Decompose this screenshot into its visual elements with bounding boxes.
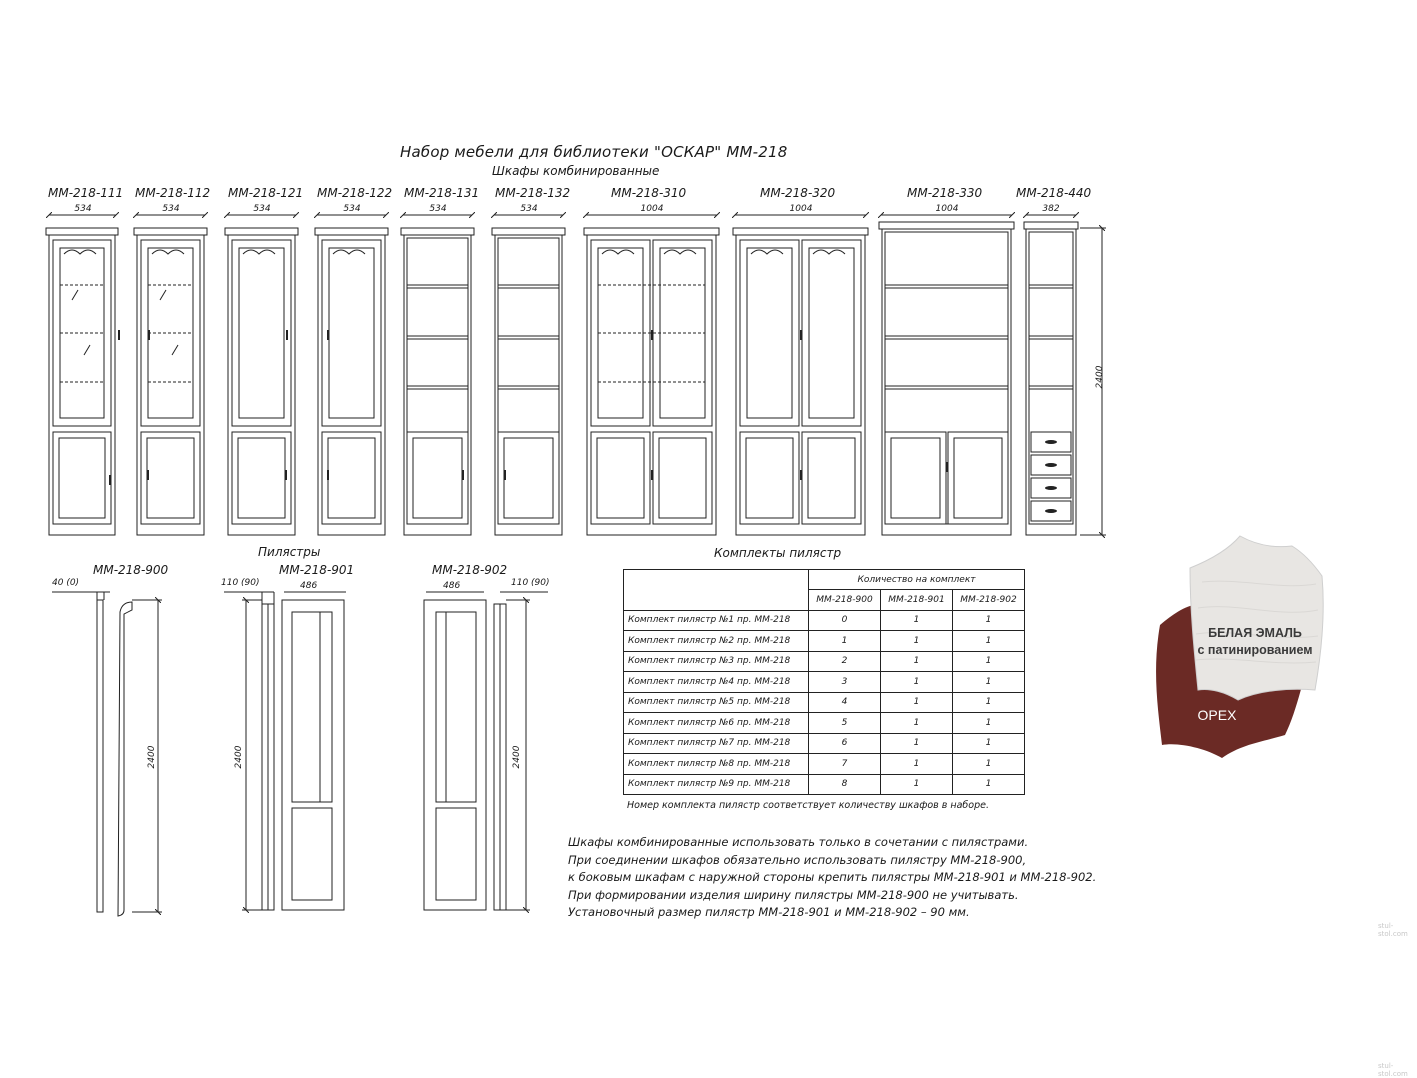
kit-qty-902: 1 xyxy=(953,754,1025,775)
kits-qty-header: Количество на комплект xyxy=(809,570,1025,590)
kit-qty-902: 1 xyxy=(953,610,1025,631)
cabinet-code: ММ-218-310 xyxy=(611,186,687,200)
kit-name: Комплект пилястр №6 пр. ММ-218 xyxy=(624,713,809,734)
kit-name: Комплект пилястр №7 пр. ММ-218 xyxy=(624,733,809,754)
pilaster-dimension: 40 (0) xyxy=(52,578,80,588)
white-enamel-label xyxy=(1188,625,1322,659)
kit-name: Комплект пилястр №2 пр. ММ-218 xyxy=(624,631,809,652)
cabinet-width: 534 xyxy=(343,204,361,214)
watermark: stul-stol.com xyxy=(1378,922,1408,938)
table-row xyxy=(624,610,1025,631)
page-subtitle: Шкафы комбинированные xyxy=(492,164,660,178)
note-line: При соединении шкафов обязательно использовать пилястру ММ-218-900, xyxy=(568,852,1027,867)
pilaster-code: ММ-218-902 xyxy=(432,563,508,577)
pilaster-dimension: 110 (90) xyxy=(221,578,260,588)
pilaster-code: ММ-218-900 xyxy=(93,563,169,577)
kit-name: Комплект пилястр №4 пр. ММ-218 xyxy=(624,672,809,693)
kit-qty-901: 1 xyxy=(881,651,953,672)
cabinet-height-dimension: 2400 xyxy=(1095,365,1105,389)
cabinet-code: ММ-218-112 xyxy=(135,186,211,200)
cabinet-330-drawing xyxy=(879,222,1014,535)
pilaster-code: ММ-218-901 xyxy=(279,563,355,577)
white-enamel-finish-swatch xyxy=(1190,536,1323,700)
table-row xyxy=(624,692,1025,713)
kit-qty-900: 7 xyxy=(809,754,881,775)
kit-qty-901: 1 xyxy=(881,733,953,754)
cabinet-320-drawing xyxy=(733,228,868,535)
kits-title: Комплекты пилястр xyxy=(714,546,842,560)
kit-qty-902: 1 xyxy=(953,651,1025,672)
kit-qty-900: 0 xyxy=(809,610,881,631)
cabinet-code: ММ-218-132 xyxy=(495,186,571,200)
kit-qty-901: 1 xyxy=(881,774,953,795)
kits-header-blank xyxy=(624,570,809,611)
kit-qty-901: 1 xyxy=(881,610,953,631)
pilaster-height: 2400 xyxy=(234,745,244,769)
cabinet-width: 534 xyxy=(74,204,92,214)
pilaster-dimension: 486 xyxy=(300,581,318,591)
walnut-label: ОРЕХ xyxy=(1197,707,1237,723)
note-line: Шкафы комбинированные использовать только в сочетании с пилястрами. xyxy=(568,835,1029,849)
table-row xyxy=(624,651,1025,672)
cabinet-code: ММ-218-122 xyxy=(317,186,393,200)
kit-qty-900: 4 xyxy=(809,692,881,713)
kit-qty-900: 8 xyxy=(809,774,881,795)
pilaster-height: 2400 xyxy=(512,745,522,769)
cabinet-132-drawing xyxy=(492,228,565,535)
kit-qty-902: 1 xyxy=(953,672,1025,693)
kit-qty-902: 1 xyxy=(953,774,1025,795)
cabinet-width: 534 xyxy=(520,204,538,214)
note-line: При формировании изделия ширину пилястры ММ-218-900 не учитывать. xyxy=(568,887,1019,902)
cabinet-112-drawing xyxy=(134,228,207,535)
kits-table xyxy=(623,569,1025,795)
kit-name: Комплект пилястр №1 пр. ММ-218 xyxy=(624,610,809,631)
cabinet-width: 1004 xyxy=(640,204,664,214)
cabinet-111-drawing xyxy=(46,228,118,535)
kit-qty-902: 1 xyxy=(953,713,1025,734)
cabinet-310-drawing xyxy=(584,228,719,535)
kit-qty-901: 1 xyxy=(881,631,953,652)
pilaster-dimension: 110 (90) xyxy=(511,578,550,588)
pilasters-drawing xyxy=(52,592,548,916)
kit-qty-902: 1 xyxy=(953,692,1025,713)
kits-col-header: ММ-218-900 xyxy=(809,590,881,611)
kit-qty-902: 1 xyxy=(953,733,1025,754)
cabinet-code: ММ-218-440 xyxy=(1016,186,1092,200)
kits-footnote: Номер комплекта пилястр соответствует количеству шкафов в наборе. xyxy=(627,800,989,811)
watermark: stul-stol.com xyxy=(1378,1062,1408,1078)
note-line: Установочный размер пилястр ММ-218-901 и ММ-218-902 – 90 мм. xyxy=(568,905,970,919)
kit-name: Комплект пилястр №3 пр. ММ-218 xyxy=(624,651,809,672)
kit-name: Комплект пилястр №9 пр. ММ-218 xyxy=(624,774,809,795)
table-row xyxy=(624,713,1025,734)
cabinet-code: ММ-218-330 xyxy=(907,186,983,200)
assembly-notes xyxy=(568,834,1096,922)
cabinet-131-drawing xyxy=(401,228,474,535)
kits-col-header: ММ-218-902 xyxy=(953,590,1025,611)
cabinet-code: ММ-218-121 xyxy=(228,186,304,200)
cabinet-width: 1004 xyxy=(935,204,959,214)
cabinet-code: ММ-218-131 xyxy=(404,186,480,200)
kit-qty-901: 1 xyxy=(881,692,953,713)
white-enamel-line1: БЕЛАЯ ЭМАЛЬ xyxy=(1208,626,1302,640)
kit-qty-901: 1 xyxy=(881,713,953,734)
kit-qty-900: 2 xyxy=(809,651,881,672)
kit-name: Комплект пилястр №8 пр. ММ-218 xyxy=(624,754,809,775)
kit-name: Комплект пилястр №5 пр. ММ-218 xyxy=(624,692,809,713)
white-enamel-line2: с патинированием xyxy=(1197,643,1313,657)
kit-qty-900: 5 xyxy=(809,713,881,734)
pilaster-dimension: 486 xyxy=(443,581,461,591)
kit-qty-901: 1 xyxy=(881,754,953,775)
kit-qty-900: 6 xyxy=(809,733,881,754)
table-row xyxy=(624,672,1025,693)
kit-qty-902: 1 xyxy=(953,631,1025,652)
cabinet-width: 1004 xyxy=(789,204,813,214)
handle-icons xyxy=(109,330,1057,513)
table-row xyxy=(624,631,1025,652)
cabinet-width: 382 xyxy=(1042,204,1060,214)
cabinet-code: ММ-218-111 xyxy=(48,186,124,200)
pilaster-height: 2400 xyxy=(147,745,157,769)
cabinet-width: 534 xyxy=(253,204,271,214)
cabinet-121-drawing xyxy=(225,228,298,535)
note-line: к боковым шкафам с наружной стороны крепить пилястры ММ-218-901 и ММ-218-902. xyxy=(568,870,1097,884)
cabinet-code: ММ-218-320 xyxy=(760,186,836,200)
kit-qty-900: 3 xyxy=(809,672,881,693)
cabinet-122-drawing xyxy=(315,228,388,535)
kit-qty-900: 1 xyxy=(809,631,881,652)
kits-col-header: ММ-218-901 xyxy=(881,590,953,611)
kit-qty-901: 1 xyxy=(881,672,953,693)
cabinet-width: 534 xyxy=(429,204,447,214)
page-title: Набор мебели для библиотеки "ОСКАР" ММ-218 xyxy=(400,143,788,161)
table-row xyxy=(624,754,1025,775)
cabinet-width: 534 xyxy=(162,204,180,214)
table-row xyxy=(624,774,1025,795)
table-row xyxy=(624,733,1025,754)
pilasters-label: Пилястры xyxy=(258,545,321,559)
